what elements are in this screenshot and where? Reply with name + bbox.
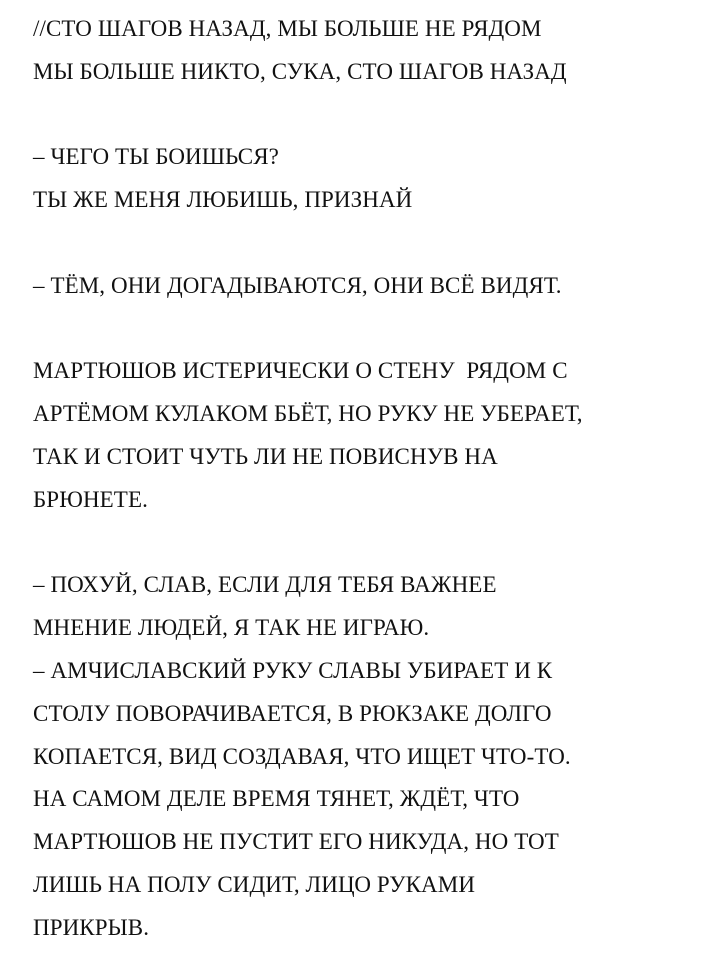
- text-line: ПРИКРЫВ.: [33, 914, 150, 940]
- text-line: НА САМОМ ДЕЛЕ ВРЕМЯ ТЯНЕТ, ЖДЁТ, ЧТО: [33, 786, 520, 812]
- text-line: – ТЁМ, ОНИ ДОГАДЫВАЮТСЯ, ОНИ ВСЁ ВИДЯТ.: [33, 272, 562, 298]
- text-line: – ЧЕГО ТЫ БОИШЬСЯ?: [33, 144, 279, 170]
- text-line: – ПОХУЙ, СЛАВ, ЕСЛИ ДЛЯ ТЕБЯ ВАЖНЕЕ: [33, 572, 497, 598]
- blank-line: [33, 522, 700, 565]
- text-line: АРТЁМОМ КУЛАКОМ БЬЁТ, НО РУКУ НЕ УБЕРАЕТ,: [33, 401, 583, 427]
- text-line: МАРТЮШОВ ИСТЕРИЧЕСКИ О СТЕНУ РЯДОМ С: [33, 358, 568, 384]
- text-line: ТАК И СТОИТ ЧУТЬ ЛИ НЕ ПОВИСНУВ НА: [33, 443, 498, 469]
- text-line: КОПАЕТСЯ, ВИД СОЗДАВАЯ, ЧТО ИЩЕТ ЧТО-ТО.: [33, 743, 571, 769]
- text-line: МАРТЮШОВ НЕ ПУСТИТ ЕГО НИКУДА, НО ТОТ: [33, 829, 559, 855]
- text-line: СТОЛУ ПОВОРАЧИВАЕТСЯ, В РЮКЗАКЕ ДОЛГО: [33, 700, 552, 726]
- text-line: ЛИШЬ НА ПОЛУ СИДИТ, ЛИЦО РУКАМИ: [33, 871, 476, 897]
- text-line: БРЮНЕТЕ.: [33, 486, 148, 512]
- text-page: [33, 8, 700, 975]
- blank-line: [33, 222, 700, 265]
- blank-line: [33, 94, 700, 137]
- text-line: – АМЧИСЛАВСКИЙ РУКУ СЛАВЫ УБИРАЕТ И К: [33, 657, 553, 683]
- text-line: МЫ БОЛЬШЕ НИКТО, СУКА, СТО ШАГОВ НАЗАД: [33, 58, 567, 84]
- text-line: ТЫ ЖЕ МЕНЯ ЛЮБИШЬ, ПРИЗНАЙ: [33, 187, 413, 213]
- text-line: МНЕНИЕ ЛЮДЕЙ, Я ТАК НЕ ИГРАЮ.: [33, 615, 430, 641]
- text-line: //СТО ШАГОВ НАЗАД, МЫ БОЛЬШЕ НЕ РЯДОМ: [33, 16, 542, 41]
- blank-line: [33, 308, 700, 351]
